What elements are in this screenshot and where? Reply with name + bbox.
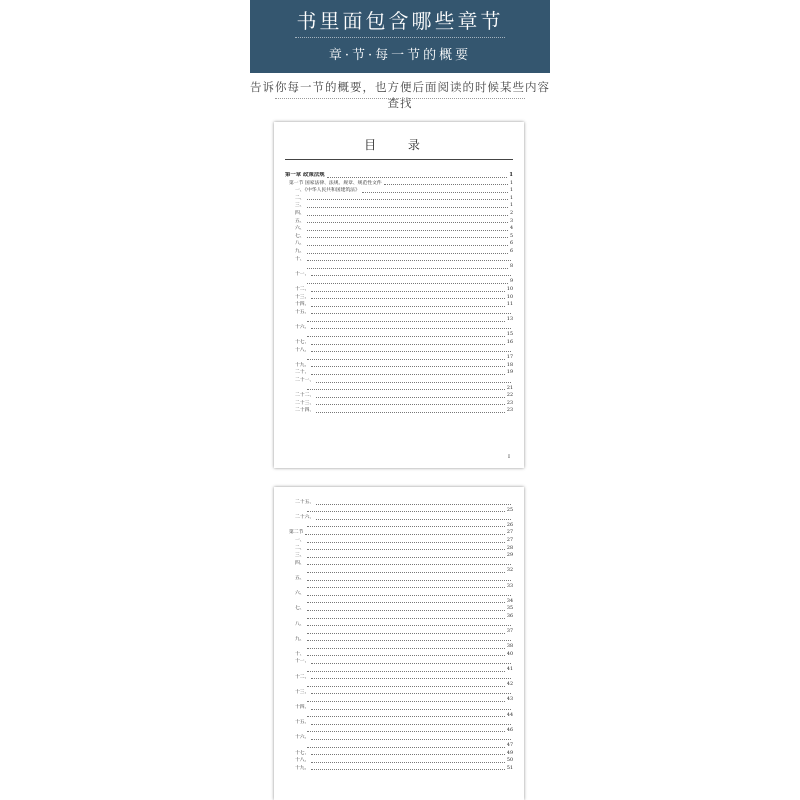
toc-entry: [285, 362, 513, 370]
dot-leader: [307, 321, 505, 322]
toc-entry-page: 33: [506, 583, 513, 589]
toc-entry-page: 28: [506, 545, 513, 551]
toc-list: [285, 499, 513, 772]
toc-entry-page: 15: [506, 332, 513, 338]
toc-entry: [285, 598, 513, 606]
toc-entry: [285, 324, 513, 332]
dot-leader: [311, 762, 504, 763]
dot-leader: [307, 557, 505, 558]
toc-entry-page: 3: [509, 218, 513, 224]
dot-leader: [307, 587, 505, 588]
toc-entry-page: 26: [506, 522, 513, 528]
toc-entry: [285, 689, 513, 697]
toc-entry: [285, 400, 513, 408]
dot-leader: [307, 230, 508, 231]
toc-entry-title: 二十、: [295, 370, 310, 376]
dot-leader: [316, 404, 505, 405]
dot-leader: [307, 564, 511, 565]
toc-page-1: [274, 122, 524, 468]
toc-entry-page: 18: [506, 362, 513, 368]
dot-leader: [307, 716, 505, 717]
toc-entry-title: 二十五、: [295, 500, 315, 505]
toc-entry-page: 32: [506, 568, 513, 574]
banner-subtitle: 章·节·每一节的概要: [328, 48, 472, 63]
toc-entry: [285, 233, 513, 241]
dot-leader: [307, 389, 505, 390]
toc-entry: [285, 187, 513, 195]
toc-entry-page: 1: [509, 195, 513, 201]
dot-leader: [311, 313, 511, 314]
toc-list: [285, 172, 513, 415]
toc-entry-title: 七、: [295, 606, 305, 612]
toc-entry: [285, 537, 513, 545]
toc-entry-title: 九、: [295, 636, 305, 642]
toc-entry-title: 二十二、: [295, 393, 315, 399]
toc-entry: [285, 514, 513, 522]
toc-entry-page: 50: [506, 758, 513, 764]
toc-heading: [285, 136, 513, 160]
toc-entry: [285, 316, 513, 324]
toc-entry: [285, 248, 513, 256]
toc-entry: [285, 567, 513, 575]
dot-leader: [311, 739, 511, 740]
toc-entry-page: 19: [506, 370, 513, 376]
toc-entry-page: 10: [506, 286, 513, 292]
dot-leader: [307, 595, 511, 596]
toc-entry-page: 43: [506, 697, 513, 703]
toc-entry: [285, 286, 513, 294]
dot-leader: [307, 572, 505, 573]
toc-entry-title: 十三、: [295, 689, 310, 695]
toc-entry: [285, 742, 513, 750]
toc-entry-page: 8: [509, 264, 513, 270]
toc-entry: [285, 757, 513, 765]
toc-entry: [285, 377, 513, 385]
toc-entry-page: 46: [506, 727, 513, 733]
toc-entry: [285, 392, 513, 400]
toc-entry-page: 17: [506, 355, 513, 361]
dot-leader: [311, 291, 504, 292]
dot-leader: [307, 580, 511, 581]
toc-entry: [285, 385, 513, 393]
dot-leader: [327, 177, 508, 178]
toc-entry-page: 1: [509, 172, 513, 178]
dot-leader: [307, 283, 508, 284]
dot-leader: [307, 610, 505, 611]
toc-entry-page: 6: [509, 248, 513, 254]
dot-leader: [307, 199, 508, 200]
toc-entry-title: 十六、: [295, 735, 310, 741]
toc-entry-title: 十一、: [295, 271, 310, 277]
toc-entry: [285, 218, 513, 226]
toc-entry: [285, 499, 513, 507]
toc-entry: [285, 734, 513, 742]
toc-entry: [285, 712, 513, 720]
toc-entry-title: 二、: [295, 545, 305, 551]
toc-entry-page: 41: [506, 667, 513, 673]
dot-leader: [307, 731, 505, 732]
toc-entry-title: 六、: [295, 226, 305, 232]
toc-entry-title: 第一章 政策法规: [285, 172, 325, 178]
toc-entry-title: 一、: [295, 537, 305, 543]
dot-leader: [311, 663, 511, 664]
toc-entry: [285, 301, 513, 309]
toc-entry: [285, 271, 513, 279]
toc-entry-page: 23: [506, 400, 513, 406]
toc-heading-rule: [285, 159, 513, 160]
toc-entry: [285, 522, 513, 530]
toc-entry: [285, 651, 513, 659]
toc-entry: [285, 172, 513, 180]
dot-leader: [307, 640, 511, 641]
toc-entry-page: 47: [506, 743, 513, 748]
toc-entry: [285, 529, 513, 537]
dot-leader: [311, 709, 511, 710]
toc-entry-page: 49: [506, 750, 513, 756]
dot-leader: [305, 534, 504, 535]
toc-entry-title: 八、: [295, 621, 305, 627]
toc-entry: [285, 560, 513, 568]
dot-leader: [311, 366, 504, 367]
dot-leader: [307, 686, 505, 687]
dot-leader: [311, 754, 504, 755]
toc-entry: [285, 256, 513, 264]
toc-entry: [285, 545, 513, 553]
toc-entry-title: 七、: [295, 233, 305, 239]
dot-leader: [362, 192, 508, 193]
toc-entry: [285, 696, 513, 704]
dot-leader: [307, 245, 508, 246]
toc-entry: [285, 225, 513, 233]
dot-leader: [307, 747, 505, 748]
dot-leader: [307, 207, 508, 208]
toc-entry-page: 10: [506, 294, 513, 300]
dot-leader: [307, 618, 505, 619]
dot-leader: [307, 625, 511, 626]
dot-leader: [307, 701, 505, 702]
dot-leader: [311, 328, 511, 329]
toc-entry-title: 二十一、: [295, 378, 315, 384]
dot-leader: [316, 412, 505, 413]
toc-entry-page: 34: [506, 598, 513, 604]
toc-entry: [285, 278, 513, 286]
toc-entry-title: 十七、: [295, 340, 310, 346]
toc-entry: [285, 339, 513, 347]
toc-entry-page: 21: [506, 385, 513, 391]
toc-entry-title: 十、: [295, 256, 305, 262]
toc-entry-page: 25: [506, 507, 513, 513]
dot-leader: [307, 602, 505, 603]
toc-entry: [285, 369, 513, 377]
toc-page-2: [274, 487, 524, 800]
banner-title: 书里面包含哪些章节: [296, 9, 504, 33]
toc-entry-title: 二十四、: [295, 408, 315, 414]
toc-entry-page: 6: [509, 241, 513, 247]
toc-entry: [285, 507, 513, 515]
toc-entry-title: 十、: [295, 651, 305, 657]
toc-entry: [285, 202, 513, 210]
toc-entry-title: 四、: [295, 210, 305, 216]
banner-divider: [295, 37, 505, 39]
dot-leader: [307, 542, 505, 543]
dot-leader: [311, 374, 504, 375]
toc-entry-page: 40: [506, 651, 513, 657]
dot-leader: [311, 275, 511, 276]
toc-entry-title: 十四、: [295, 302, 310, 308]
dot-leader: [307, 237, 508, 238]
toc-entry-page: 27: [506, 537, 513, 543]
toc-entry: [285, 704, 513, 712]
dot-leader: [307, 359, 505, 360]
dot-leader: [311, 344, 504, 345]
dot-leader: [307, 549, 505, 550]
dot-leader: [316, 519, 511, 520]
toc-entry: [285, 575, 513, 583]
toc-entry-page: 22: [506, 393, 513, 399]
toc-entry: [285, 309, 513, 317]
toc-entry-page: 36: [506, 613, 513, 619]
toc-heading-text: 目 录: [364, 138, 434, 152]
toc-entry-title: 十八、: [295, 347, 310, 353]
toc-entry-title: 十二、: [295, 286, 310, 292]
toc-entry: [285, 636, 513, 644]
toc-entry: [285, 294, 513, 302]
dot-leader: [311, 351, 511, 352]
toc-entry: [285, 613, 513, 621]
toc-entry-page: 37: [506, 629, 513, 635]
dot-leader: [316, 397, 505, 398]
toc-entry-page: 11: [506, 302, 513, 308]
toc-entry: [285, 195, 513, 203]
caption-divider: [275, 98, 525, 99]
toc-entry-title: 二十六、: [295, 515, 315, 521]
toc-entry-title: 十九、: [295, 362, 310, 368]
toc-entry-page: 42: [506, 682, 513, 688]
toc-entry-title: 二十三、: [295, 400, 315, 406]
dot-leader: [307, 511, 505, 512]
dot-leader: [311, 298, 504, 299]
toc-entry-title: 十三、: [295, 294, 310, 300]
toc-entry-page: 1: [509, 188, 513, 194]
toc-entry: [285, 658, 513, 666]
toc-entry: [285, 347, 513, 355]
dot-leader: [307, 336, 505, 337]
toc-entry-title: 五、: [295, 575, 305, 581]
toc-entry: [285, 210, 513, 218]
toc-entry-page: 27: [506, 530, 513, 536]
dot-leader: [316, 382, 511, 383]
dot-leader: [311, 693, 511, 694]
dot-leader: [307, 671, 505, 672]
page-number: I: [508, 454, 510, 460]
toc-entry-title: 六、: [295, 591, 305, 597]
toc-entry-page: 16: [506, 340, 513, 346]
toc-entry-title: 九、: [295, 248, 305, 254]
toc-entry-page: 4: [509, 226, 513, 232]
toc-entry: [285, 765, 513, 773]
toc-entry-page: 35: [506, 606, 513, 612]
dot-leader: [311, 724, 511, 725]
toc-entry-page: 13: [506, 317, 513, 323]
toc-entry-title: 四、: [295, 560, 305, 566]
dot-leader: [311, 678, 511, 679]
toc-entry: [285, 628, 513, 636]
toc-entry-title: 十六、: [295, 324, 310, 330]
dot-leader: [316, 504, 511, 505]
dot-leader: [384, 184, 508, 185]
toc-entry-title: 十八、: [295, 758, 310, 764]
dot-leader: [307, 526, 505, 527]
toc-entry-title: 十四、: [295, 705, 310, 711]
toc-entry-title: 十七、: [295, 750, 310, 756]
toc-entry-page: 23: [506, 408, 513, 414]
dot-leader: [307, 655, 505, 656]
toc-entry: [285, 605, 513, 613]
dot-leader: [307, 253, 508, 254]
toc-entry: [285, 240, 513, 248]
toc-entry: [285, 552, 513, 560]
toc-entry-page: 29: [506, 553, 513, 559]
dot-leader: [307, 260, 511, 261]
toc-entry: [285, 180, 513, 188]
toc-entry-page: 2: [509, 210, 513, 216]
dot-leader: [307, 648, 505, 649]
toc-entry-title: 十九、: [295, 765, 310, 771]
toc-entry: [285, 263, 513, 271]
toc-entry-page: 9: [509, 279, 513, 285]
toc-entry-title: 三、: [295, 553, 305, 559]
dot-leader: [307, 633, 505, 634]
toc-entry: [285, 727, 513, 735]
toc-entry-title: 十五、: [295, 720, 310, 726]
dot-leader: [307, 268, 508, 269]
dot-leader: [307, 215, 508, 216]
toc-entry-page: 1: [509, 203, 513, 209]
toc-entry: [285, 750, 513, 758]
toc-entry: [285, 666, 513, 674]
toc-entry-title: 一、《中华人民共和国建筑法》: [295, 188, 360, 194]
toc-entry-title: 五、: [295, 218, 305, 224]
toc-entry: [285, 407, 513, 415]
toc-entry: [285, 719, 513, 727]
toc-entry-title: 第一节 国家法律、法规、规章、规范性文件: [289, 180, 382, 186]
toc-entry: [285, 354, 513, 362]
caption-text: 告诉你每一节的概要，也方便后面阅读的时候某些内容查找: [250, 80, 550, 110]
toc-entry: [285, 643, 513, 651]
toc-entry: [285, 583, 513, 591]
toc-entry-title: 十一、: [295, 659, 310, 665]
toc-entry-page: 51: [506, 765, 513, 771]
toc-entry: [285, 331, 513, 339]
header-banner: [250, 0, 550, 73]
toc-entry-page: 38: [506, 644, 513, 650]
dot-leader: [307, 222, 508, 223]
toc-entry-title: 十二、: [295, 674, 310, 680]
toc-entry-page: 1: [509, 180, 513, 186]
toc-entry-title: 十五、: [295, 309, 310, 315]
toc-entry-title: 第二节: [289, 530, 304, 536]
toc-entry: [285, 681, 513, 689]
dot-leader: [311, 769, 504, 770]
toc-entry: [285, 674, 513, 682]
toc-entry: [285, 621, 513, 629]
toc-entry-title: 二、: [295, 195, 305, 201]
toc-entry-page: 44: [506, 712, 513, 718]
toc-entry-title: 八、: [295, 241, 305, 247]
toc-entry-page: 5: [509, 233, 513, 239]
toc-entry-title: 三、: [295, 203, 305, 209]
dot-leader: [311, 306, 504, 307]
toc-entry: [285, 590, 513, 598]
